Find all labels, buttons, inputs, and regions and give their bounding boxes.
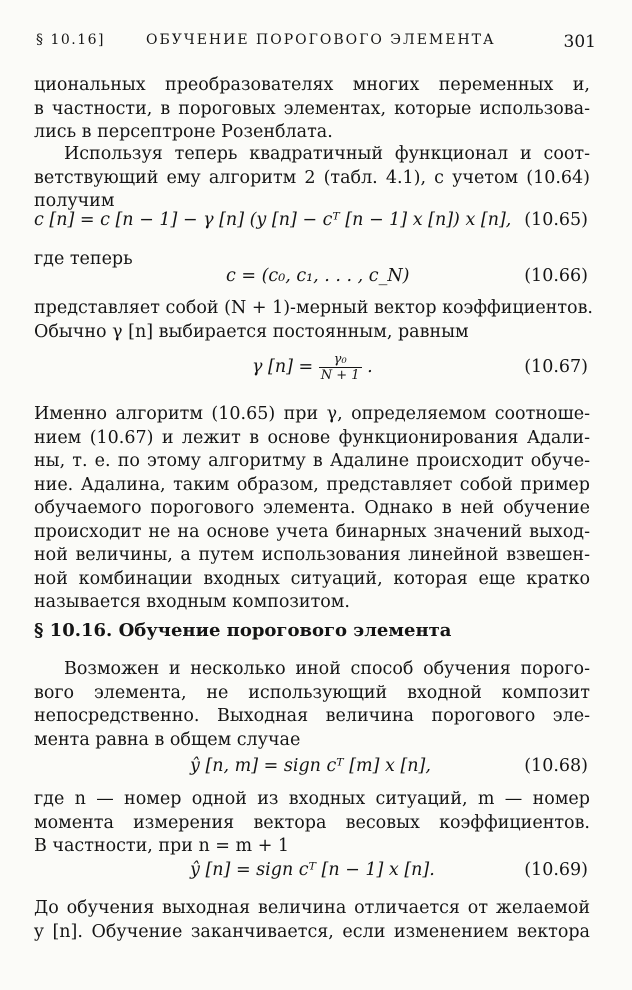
equation-number: (10.67) — [524, 357, 588, 377]
text-line: нием (10.67) и лежит в основе функционирования Адали- — [34, 427, 590, 448]
text-line: представляет собой (N + 1)-мерный вектор коэффициентов. — [34, 298, 593, 318]
equation-10-66: c = (c₀, c₁, . . . , c_N) — [226, 266, 410, 286]
paragraph-5 — [34, 658, 590, 752]
text-line: Возможен и несколько иной способ обучения порого- — [64, 659, 590, 679]
running-header — [36, 32, 596, 56]
paragraph-3 — [34, 297, 593, 344]
text-line: момента измерения вектора весовых коэффициентов. — [34, 812, 590, 833]
text-line: обучаемого порогового элемента. Однако в ней обучение — [34, 498, 590, 518]
fraction-numerator: γ₀ — [319, 352, 362, 368]
section-heading: § 10.16. Обучение порогового элемента — [34, 620, 452, 641]
text-line: циональных преобразователях многих переменных и, — [34, 75, 590, 95]
page-number: 301 — [563, 32, 596, 52]
fraction — [319, 352, 362, 383]
text-line: ветствующий ему алгоритм 2 (табл. 4.1), с учетом (10.64) — [34, 167, 590, 188]
equation-10-65: c [n] = c [n − 1] − γ [n] (y [n] − cᵀ [n − 1] x [n]) x [n], — [34, 210, 512, 230]
equation-number: (10.66) — [524, 266, 588, 286]
paragraph-2 — [34, 143, 590, 214]
text-line: Используя теперь квадратичный функционал и соот- — [64, 144, 590, 164]
text-line: называется входным композитом. — [34, 592, 350, 612]
header-section-ref: § 10.16] — [36, 32, 105, 48]
equation-10-67 — [252, 352, 373, 383]
fraction-denominator: N + 1 — [320, 368, 360, 383]
paragraph-7 — [34, 897, 590, 944]
paragraph-1 — [34, 74, 590, 145]
equation-number: (10.68) — [524, 756, 588, 776]
equation-lhs: γ [n] = — [252, 357, 314, 377]
text-line: мента равна в общем случае — [34, 729, 301, 750]
text-line: ной комбинации входных ситуаций, которая еще кратко — [34, 568, 590, 589]
paragraph-4 — [34, 403, 590, 615]
paragraph-6 — [34, 788, 590, 859]
equation-number: (10.69) — [524, 860, 588, 880]
equation-number: (10.65) — [524, 210, 588, 230]
equation-10-68: ŷ [n, m] = sign cᵀ [m] x [n], — [190, 756, 431, 776]
equation-trail: . — [367, 357, 373, 377]
text-line: лись в персептроне Розенблата. — [34, 122, 333, 142]
equation-10-69: ŷ [n] = sign cᵀ [n − 1] x [n]. — [190, 860, 435, 880]
header-running-title: ОБУЧЕНИЕ ПОРОГОВОГО ЭЛЕМЕНТА — [146, 32, 496, 48]
text-line: непосредственно. Выходная величина порогового эле- — [34, 706, 590, 726]
text-line: Именно алгоритм (10.65) при γ, определяемом соотноше- — [34, 404, 590, 424]
text-line: ной величины, а путем использования линейной взвешен- — [34, 545, 590, 565]
text-line: Обычно γ [n] выбирается постоянным, равным — [34, 321, 469, 342]
text-line: вого элемента, не использующий входной композит — [34, 682, 590, 703]
text-line: До обучения выходная величина отличается от желаемой — [34, 898, 590, 918]
text-line: в частности, в пороговых элементах, которые использова- — [34, 98, 590, 119]
text-line: получим — [34, 191, 115, 211]
text-line: ние. Адалина, таким образом, представляет собой пример — [34, 474, 590, 495]
text-line: y [n]. Обучение заканчивается, если изменением вектора — [34, 921, 590, 942]
text-line: происходит не на основе учета бинарных значений выход- — [34, 521, 590, 542]
text-line: где теперь — [34, 249, 133, 269]
text-line: ны, т. е. по этому алгоритму в Адалине происходит обуче- — [34, 451, 590, 471]
text-line: В частности, при n = m + 1 — [34, 836, 290, 856]
text-line: где n — номер одной из входных ситуаций, m — номер — [34, 789, 590, 809]
